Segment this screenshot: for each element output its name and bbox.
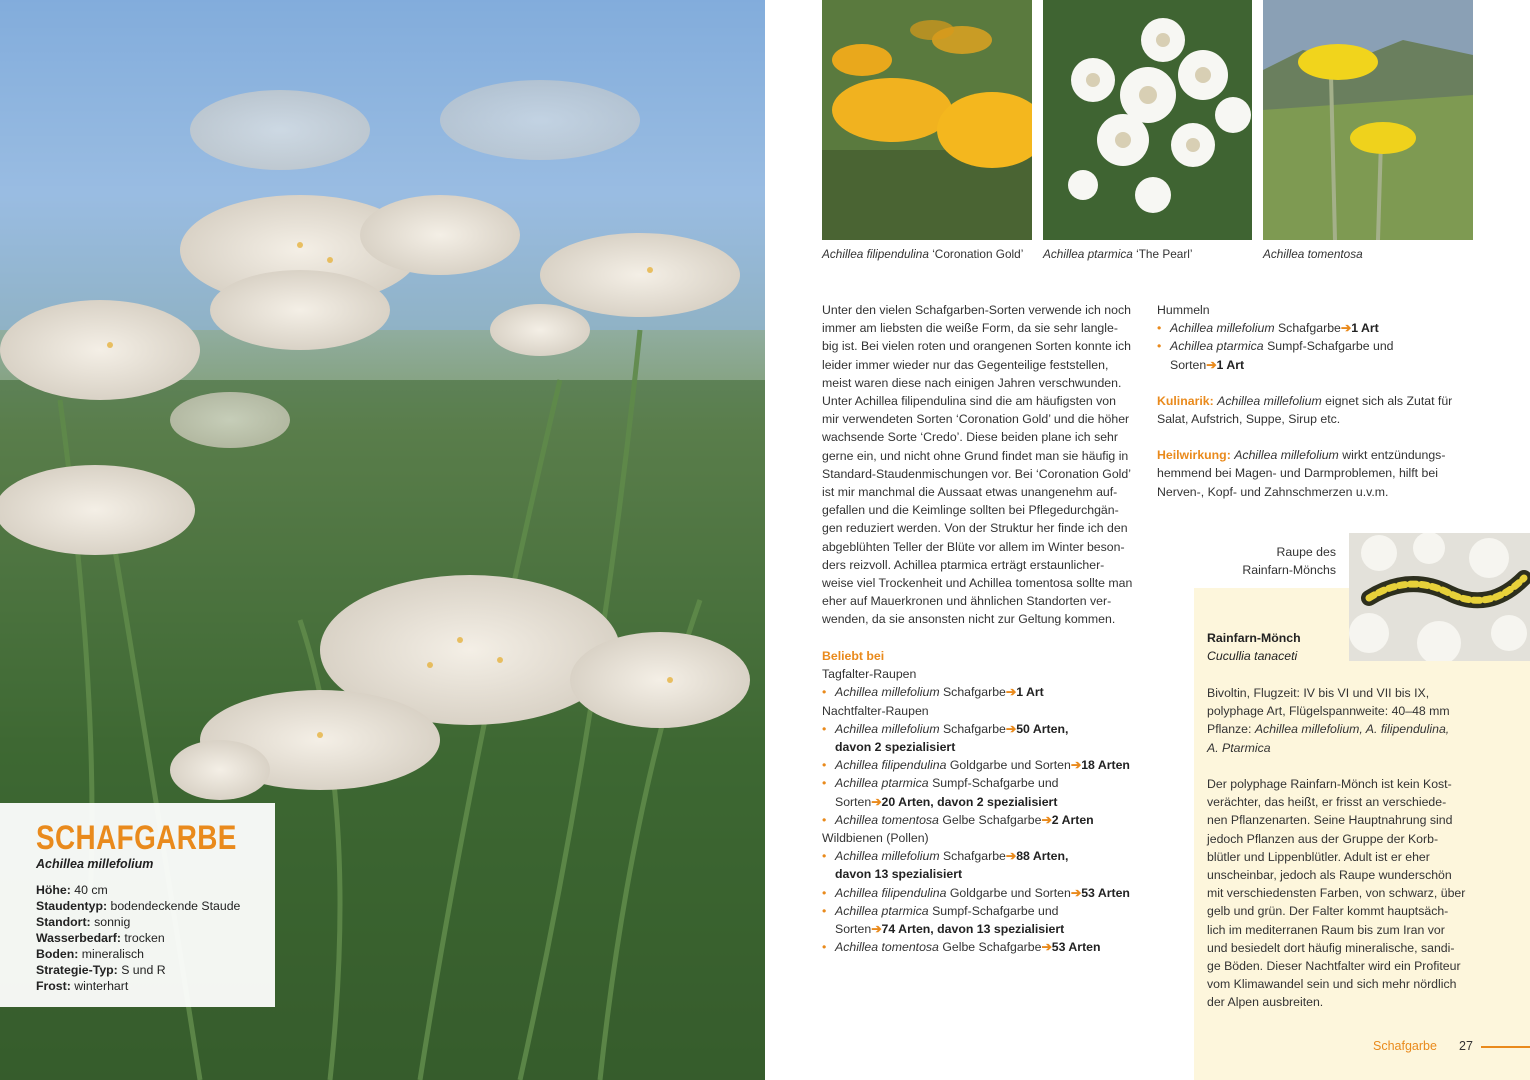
sidebox-title: Rainfarn-Mönch xyxy=(1207,631,1301,645)
beliebt-bei-section xyxy=(822,647,1152,956)
fact-row: Strategie-Typ: S und R xyxy=(36,963,166,977)
right-column xyxy=(1157,301,1477,501)
group-name: Hummeln xyxy=(1157,303,1210,317)
caption-tomentosa: Achillea tomentosa xyxy=(1263,247,1363,261)
sidebox-facts: Bivoltin, Flugzeit: IV bis VI und VII bis IX, polyphage Art, Flügelspannweite: 40–48 mm Pflanze: Achillea millefolium, A. filipendulina, A. Ptarmica xyxy=(1207,686,1450,755)
group-name: Nachtfalter-Raupen xyxy=(822,703,929,718)
kulinarik-paragraph: Kulinarik: Achillea millefolium eignet sich als Zutat für Salat, Aufstrich, Suppe, Sirup etc. xyxy=(1157,393,1453,427)
caption-coronation-gold: Achillea filipendulina ‘Coronation Gold’ xyxy=(822,247,1024,261)
beliebt-heading: Beliebt bei xyxy=(822,649,885,663)
list-item: • Achillea millefolium Schafgarbe➔1 Art xyxy=(822,683,1152,701)
page-number: 27 xyxy=(1459,1039,1473,1053)
list-item: • Achillea tomentosa Gelbe Schafgarbe➔53 Arten xyxy=(822,938,1152,956)
sidebox-latin: Cucullia tanaceti xyxy=(1207,649,1298,664)
sidebox-body: Der polyphage Rainfarn-Mönch ist kein Kost- verächter, das heißt, er frisst an verschiede- nen Pflanzenarten. Seine Hauptnahrung sind jedoch Pflanzen aus der Gruppe der Korb- blütler und Lippenblütler. Adult ist er eher unscheinbar, jedoch als Raupe wunderschön mit verschiedensten Farben, von schwarz, über gelb und grün. Der Falter kommt hauptsäch- lich im mediterranen Raum bis zum Iran vor und besiedelt dort häufig mineralische, sandi- ge Böden. Dieser Nachtfalter wird ein Profiteur vom Klimawandel sein und sich mehr nördlich der Alpen ausbreiten. xyxy=(1207,777,1466,1010)
photo-tomentosa xyxy=(1263,0,1473,240)
main-paragraph: Unter den vielen Schafgarben-Sorten verwende ich noch immer am liebsten die weiße Form, da sie sehr langle- big ist. Bei vielen roten und orangenen Sorten konnte ich leider immer wieder nur das Gegenteilige feststellen, meist waren diese nach einigen Jahren verschwunden. Unter Achillea filipendulina sind die am häufigsten von mir verwendeten Sorten ‘Coronation Gold’ und die höher wachsende Sorte ‘Credo’. Diese beiden plane ich sehr gerne ein, und nicht ohne Grund findet man sie häufig in Standard-Staudenmischungen vor. Bei ‘Coronation Gold’ ist mir manchmal die Aussaat etwas unangenehm auf- gefallen und die Keimlinge sollten bei Pflegedurchgän- gen reduziert werden. Von der Struktur her finde ich den abgeblühten Teller der Blüte vor allem im Winter beson- ders reizvoll. Achillea ptarmica erträgt erstaunlicher- weise viel Trockenheit und Achillea tomentosa sollte man eher auf Mauerkronen und ähnlichen Standorten ver- wenden, da sie ansonsten nicht zur Geltung kommen. xyxy=(822,303,1133,627)
list-item: • Achillea millefolium Schafgarbe➔1 Art xyxy=(1157,319,1477,337)
fact-row: Staudentyp: bodendeckende Staude xyxy=(36,899,241,913)
list-item: • Achillea filipendulina Goldgarbe und Sorten➔53 Arten xyxy=(822,884,1152,902)
list-item: • Achillea tomentosa Gelbe Schafgarbe➔2 Arten xyxy=(822,811,1152,829)
heilwirkung-paragraph: Heilwirkung: Achillea millefolium wirkt entzündungs- hemmend bei Magen- und Darmproblemen, hilft bei Nerven-, Kopf- und Zahnschmerzen u.v.m. xyxy=(1157,448,1446,499)
caterpillar-caption: Raupe des Rainfarn-Mönchs xyxy=(1242,545,1336,578)
photo-coronation-gold xyxy=(822,0,1032,240)
list-item: • Achillea filipendulina Goldgarbe und Sorten➔18 Arten xyxy=(822,756,1152,774)
fact-row: Boden: mineralisch xyxy=(36,947,144,961)
list-item: • Achillea millefolium Schafgarbe➔88 Arten, davon 13 spezialisiert xyxy=(822,847,1152,883)
fact-row: Frost: winterhart xyxy=(36,979,129,993)
species-latin-name: Achillea millefolium xyxy=(36,857,154,871)
list-item: • Achillea ptarmica Sumpf-Schafgarbe und Sorten➔20 Arten, davon 2 spezialisiert xyxy=(822,774,1152,810)
species-info-box xyxy=(0,803,275,1007)
list-item: • Achillea ptarmica Sumpf-Schafgarbe und Sorten➔1 Art xyxy=(1157,337,1477,373)
group-name: Wildbienen (Pollen) xyxy=(822,831,929,846)
list-item: • Achillea millefolium Schafgarbe➔50 Arten, davon 2 spezialisiert xyxy=(822,720,1152,756)
sidebox-header xyxy=(1207,629,1507,665)
group-name: Tagfalter-Raupen xyxy=(822,667,917,682)
species-title: SCHAFGARBE xyxy=(36,819,237,857)
list-item: • Achillea ptarmica Sumpf-Schafgarbe und Sorten➔74 Arten, davon 13 spezialisiert xyxy=(822,902,1152,938)
fact-row: Wasserbedarf: trocken xyxy=(36,931,165,945)
running-footer: Schafgarbe xyxy=(1373,1039,1437,1053)
species-facts xyxy=(36,882,240,994)
caption-the-pearl: Achillea ptarmica ‘The Pearl’ xyxy=(1043,247,1193,261)
fact-row: Höhe: 40 cm xyxy=(36,883,108,897)
fact-row: Standort: sonnig xyxy=(36,915,131,929)
footer-rule xyxy=(1481,1046,1530,1048)
photo-the-pearl xyxy=(1043,0,1252,240)
